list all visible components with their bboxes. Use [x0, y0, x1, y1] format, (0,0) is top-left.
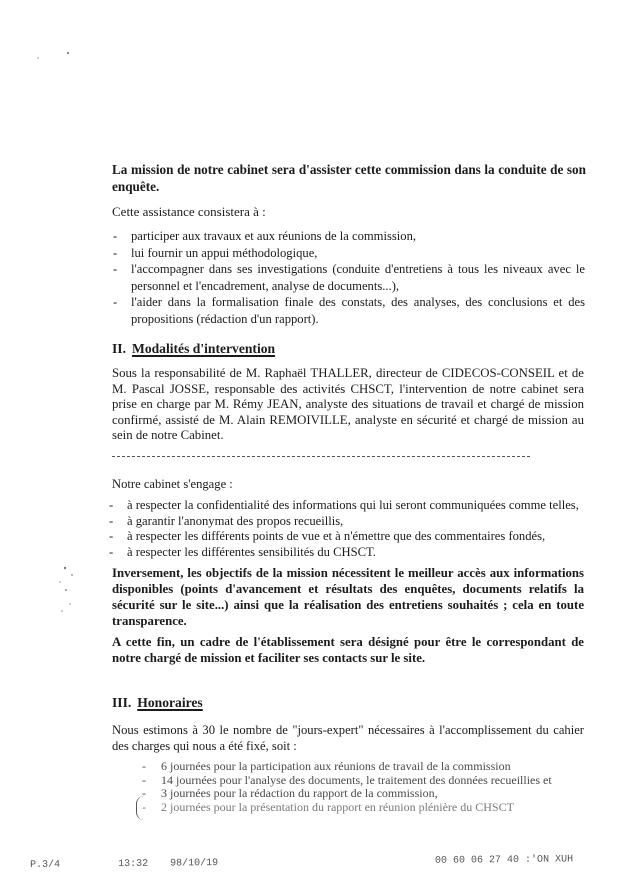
fax-pages: P.3/4: [30, 859, 61, 871]
correspondent-paragraph: A cette fin, un cadre de l'établissement sera désigné pour être le correspondant de notre chargé de mission et faciliter ses contacts sur le site.: [112, 635, 584, 665]
list-item: - 6 journées pour la participation aux réunions de travail de la commission: [140, 760, 585, 774]
list-item: - 3 journées pour la rédaction du rapport de la commission,: [140, 787, 585, 801]
fees-paragraph: Nous estimons à 30 le nombre de "jours-expert" nécessaires à l'accomplissement du cahier des charges qui nous a été fixé, soit :: [112, 723, 584, 753]
list-item: - l'accompagner dans ses investigations (conduite d'entretiens à tous les niveaux avec le personnel et l'encadrement, analyse de documents...),: [110, 261, 585, 294]
list-item: - à respecter les différents points de vue et à n'émettre que des commentaires fondés,: [106, 529, 584, 545]
list-item: - à respecter la confidentialité des informations qui lui seront communiquées comme telles,: [106, 498, 584, 514]
list-item: - lui fournir un appui méthodologique,: [110, 245, 585, 262]
engage-intro: Notre cabinet s'engage :: [112, 477, 233, 491]
responsibility-paragraph: Sous la responsabilité de M. Raphaël THALLER, directeur de CIDECOS-CONSEIL et de M. Pascal JOSSE, responsable des activités CHSCT, l'intervention de notre cabinet sera prise en charge par M. Rémy JEAN, analyste des situations de travail et chargé de mission confirmé, assisté de M. Alain REMOIVILLE, analyste en sécurité et chargé de mission au sein de notre Cabinet.: [112, 366, 584, 442]
section-number: III.: [112, 695, 132, 710]
section-title: Modalités d'intervention: [131, 341, 276, 356]
section-title: Honoraires: [137, 695, 203, 710]
fax-number: 00 60 06 27 40 :'ON XUH: [434, 854, 574, 867]
mission-statement: La mission de notre cabinet sera d'assister cette commission dans la conduite de son enquête.: [112, 162, 586, 194]
fax-date: 98/10/19: [169, 858, 219, 870]
assistance-intro: Cette assistance consistera à :: [112, 204, 266, 219]
list-item: - participer aux travaux et aux réunions de la commission,: [110, 228, 585, 245]
list-item: - à garantir l'anonymat des propos recueillis,: [106, 514, 584, 530]
list-item: - l'aider dans la formalisation finale des constats, des analyses, des conclusions et des propositions (rédaction d'un rapport).: [110, 294, 585, 327]
list-item: - 2 journées pour la présentation du rapport en réunion plénière du CHSCT: [140, 801, 585, 815]
information-access-paragraph: Inversement, les objectifs de la mission nécessitent le meilleur accès aux informations disponibles (points d'avancement et résultats des enquêtes, documents relatifs la sécurité sur le site...) ainsi que la réalisation des entretiens souhaités ; cela en toute transparence.: [112, 566, 584, 628]
fax-time: 13:32: [117, 858, 149, 871]
section-number: II.: [112, 341, 126, 356]
list-item: - 14 journées pour l'analyse des documents, le traitement des données recueillies et: [140, 774, 585, 788]
list-item: - à respecter les différentes sensibilités du CHSCT.: [106, 545, 584, 561]
